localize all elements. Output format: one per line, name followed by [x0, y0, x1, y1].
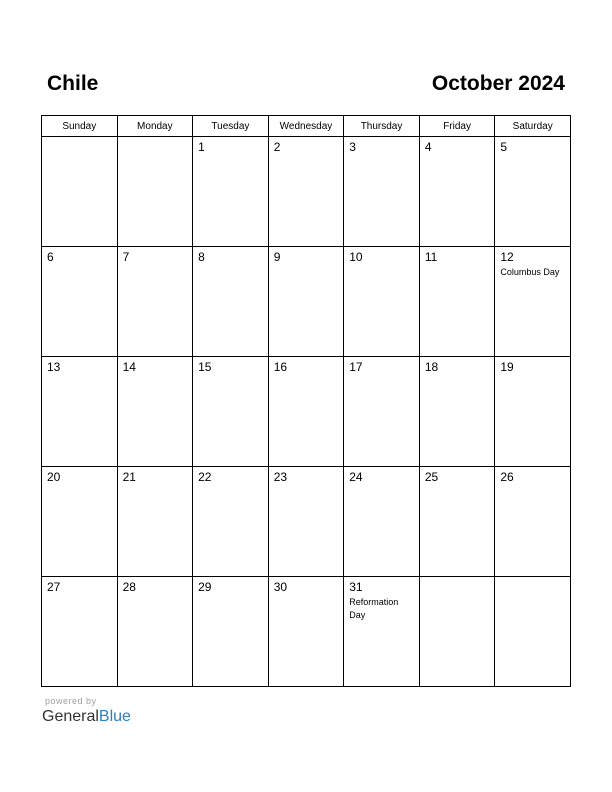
calendar-grid [41, 115, 571, 687]
day-number: 27 [47, 580, 61, 594]
weekday-header-wednesday: Wednesday [268, 116, 344, 137]
holiday-label [269, 484, 344, 486]
holiday-label [269, 154, 344, 156]
day-cell [495, 577, 571, 687]
holiday-label [193, 374, 268, 376]
weekday-header-row [42, 116, 571, 137]
day-cell [419, 247, 495, 357]
holiday-label: Reformation Day [349, 597, 399, 620]
day-cell [344, 357, 420, 467]
holiday-label: Columbus Day [500, 267, 560, 277]
day-cell [419, 357, 495, 467]
day-cell [268, 467, 344, 577]
holiday-label [420, 580, 495, 582]
day-cell [193, 467, 269, 577]
holiday-label [495, 154, 570, 156]
holiday-label [269, 264, 344, 266]
day-cell [268, 357, 344, 467]
day-cell [268, 137, 344, 247]
day-cell [495, 247, 571, 357]
day-number: 28 [122, 580, 136, 594]
day-number: 10 [349, 250, 363, 264]
day-number: 29 [198, 580, 212, 594]
powered-by-text: powered by [45, 696, 97, 706]
day-cell [42, 137, 118, 247]
holiday-label [118, 594, 193, 596]
holiday-label [42, 594, 117, 596]
day-number: 30 [273, 580, 288, 594]
holiday-label [193, 484, 268, 486]
day-number: 2 [273, 140, 281, 154]
day-cell [117, 467, 193, 577]
holiday-label [495, 484, 570, 486]
holiday-label [118, 264, 193, 266]
day-cell [344, 137, 420, 247]
day-cell [495, 357, 571, 467]
day-cell [42, 357, 118, 467]
day-cell [42, 577, 118, 687]
day-number: 4 [424, 140, 432, 154]
day-number: 20 [47, 470, 61, 484]
month-year-title: October 2024 [431, 72, 565, 95]
day-cell [495, 467, 571, 577]
day-number: 18 [424, 360, 439, 374]
holiday-label [420, 374, 495, 376]
holiday-label [420, 264, 495, 266]
day-number: 16 [273, 360, 288, 374]
week-row [42, 247, 571, 357]
holiday-label [269, 594, 344, 596]
holiday-label [42, 484, 117, 486]
day-number: 11 [424, 250, 438, 264]
holiday-label [420, 484, 495, 486]
day-number: 9 [273, 250, 281, 264]
brand-blue-text: Blue [98, 708, 131, 725]
holiday-label [344, 264, 419, 266]
weekday-header-thursday: Thursday [344, 116, 420, 137]
day-number: 13 [47, 360, 61, 374]
holiday-label [118, 484, 193, 486]
week-row [42, 467, 571, 577]
brand-general-text: General [42, 708, 99, 725]
holiday-label [193, 154, 268, 156]
day-cell [419, 467, 495, 577]
weekday-header-sunday: Sunday [42, 116, 118, 137]
day-number: 3 [349, 140, 356, 154]
day-number: 1 [198, 140, 205, 154]
footer-branding [42, 696, 131, 727]
weekday-header-saturday: Saturday [495, 116, 571, 137]
holiday-label [193, 264, 268, 266]
holiday-label [344, 154, 419, 156]
holiday-label [118, 140, 193, 142]
day-number: 24 [349, 470, 363, 484]
day-cell [193, 247, 269, 357]
day-number: 7 [122, 250, 130, 264]
day-number: 14 [122, 360, 136, 374]
day-cell [193, 137, 269, 247]
day-number: 23 [273, 470, 288, 484]
day-number: 26 [500, 470, 514, 484]
holiday-label [420, 154, 495, 156]
day-number: 5 [500, 140, 508, 154]
week-row [42, 357, 571, 467]
day-cell [268, 247, 344, 357]
day-number: 21 [122, 470, 136, 484]
holiday-label [495, 580, 570, 582]
day-cell [117, 137, 193, 247]
holiday-label [42, 374, 117, 376]
week-row [42, 577, 571, 687]
day-cell [268, 577, 344, 687]
day-number: 12 [500, 250, 514, 264]
day-cell [42, 467, 118, 577]
day-cell [42, 247, 118, 357]
day-cell [344, 577, 420, 687]
weekday-header-friday: Friday [419, 116, 495, 137]
day-cell [495, 137, 571, 247]
week-row [42, 137, 571, 247]
day-number: 8 [198, 250, 205, 264]
country-title: Chile [47, 72, 99, 95]
brand-logo [42, 707, 131, 727]
holiday-label [495, 374, 570, 376]
calendar-body [42, 137, 571, 687]
day-number: 17 [349, 360, 363, 374]
day-cell [419, 137, 495, 247]
day-cell [117, 247, 193, 357]
holiday-label [344, 374, 419, 376]
day-number: 25 [424, 470, 439, 484]
day-cell [344, 467, 420, 577]
weekday-header-monday: Monday [117, 116, 193, 137]
holiday-label [269, 374, 344, 376]
day-number: 19 [500, 360, 514, 374]
day-number: 31 [349, 580, 363, 594]
day-cell [117, 577, 193, 687]
day-number: 6 [47, 250, 54, 264]
holiday-label [42, 140, 117, 142]
day-number: 15 [198, 360, 212, 374]
day-cell [117, 357, 193, 467]
day-cell [193, 357, 269, 467]
holiday-label [118, 374, 193, 376]
holiday-label [344, 484, 419, 486]
day-cell [419, 577, 495, 687]
weekday-header-tuesday: Tuesday [193, 116, 269, 137]
holiday-label [193, 594, 268, 596]
day-number: 22 [198, 470, 212, 484]
day-cell [193, 577, 269, 687]
holiday-label [42, 264, 117, 266]
day-cell [344, 247, 420, 357]
